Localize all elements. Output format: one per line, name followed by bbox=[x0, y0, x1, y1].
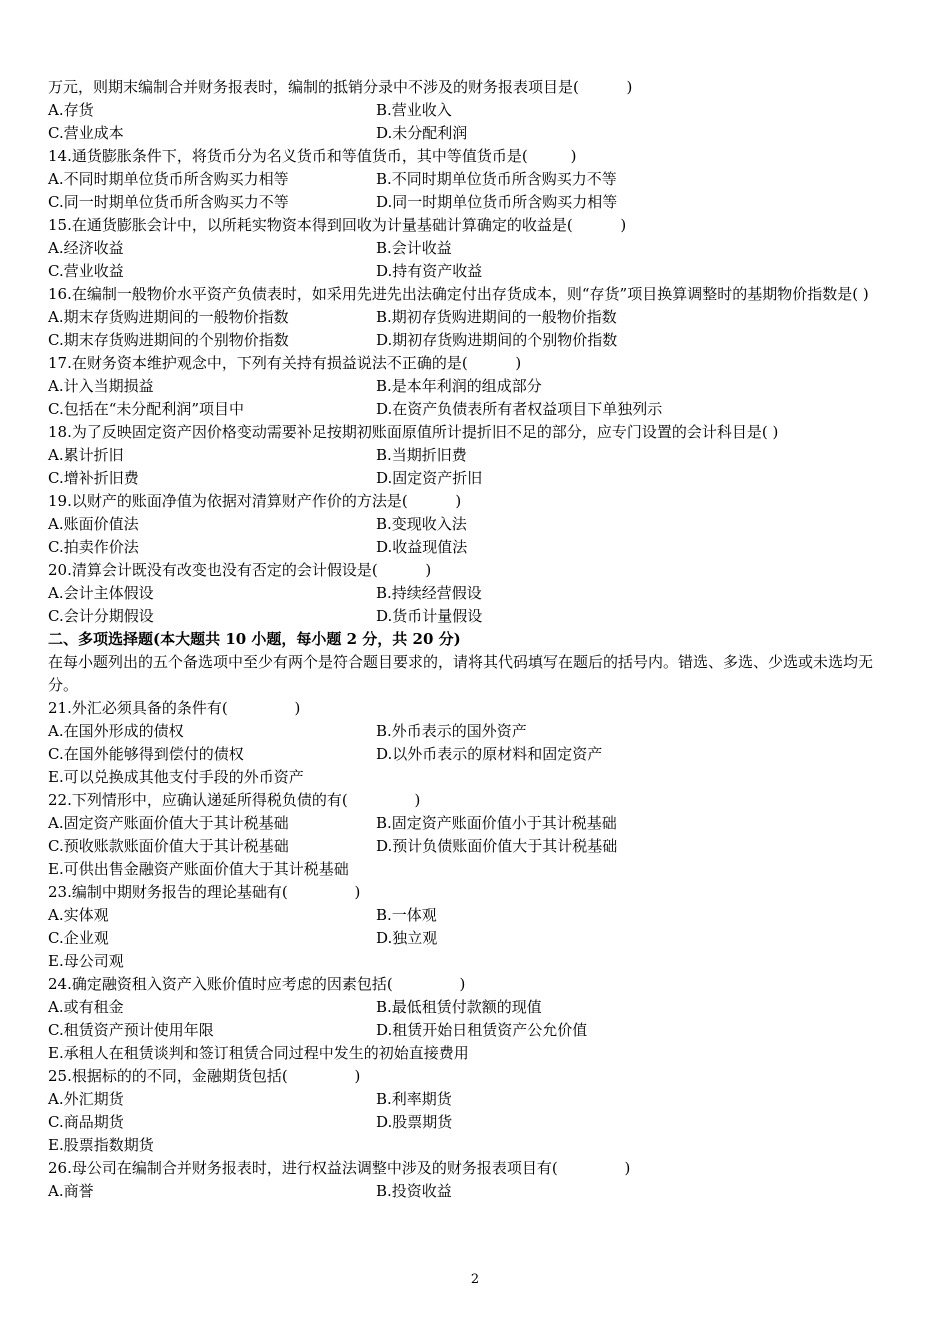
option-row bbox=[48, 582, 898, 605]
option-row bbox=[48, 835, 898, 858]
text-line: 16.在编制一般物价水平资产负债表时，如采用先进先出法确定付出存货成本，则“存货”项目换算调整时的基期物价指数是( ) bbox=[48, 285, 869, 303]
text-line: E.股票指数期货 bbox=[48, 1136, 154, 1154]
option-row bbox=[48, 329, 898, 352]
option-right: B.不同时期单位货币所含购买力不等 bbox=[376, 170, 617, 188]
option-right: D.货币计量假设 bbox=[376, 607, 483, 625]
option-left: A.累计折旧 bbox=[48, 446, 124, 464]
text-line: 17.在财务资本维护观念中，下列有关持有损益说法不正确的是( ) bbox=[48, 354, 522, 372]
option-left: A.账面价值法 bbox=[48, 515, 139, 533]
option-right: D.同一时期单位货币所含购买力相等 bbox=[376, 193, 618, 211]
option-left: A.固定资产账面价值大于其计税基础 bbox=[48, 814, 289, 832]
option-right: B.是本年利润的组成部分 bbox=[376, 377, 542, 395]
option-right: D.以外币表示的原材料和固定资产 bbox=[376, 745, 603, 763]
text-line: 25.根据标的的不同，金融期货包括( ) bbox=[48, 1067, 361, 1085]
option-right: B.当期折旧费 bbox=[376, 446, 467, 464]
option-row bbox=[48, 536, 898, 559]
text-line: E.母公司观 bbox=[48, 952, 124, 970]
option-row bbox=[48, 122, 898, 145]
document-body bbox=[48, 76, 898, 1203]
text-line: 22.下列情形中，应确认递延所得税负债的有( ) bbox=[48, 791, 421, 809]
text-line: 20.清算会计既没有改变也没有否定的会计假设是( ) bbox=[48, 561, 432, 579]
option-right: B.变现收入法 bbox=[376, 515, 467, 533]
text-line: E.可以兑换成其他支付手段的外币资产 bbox=[48, 768, 304, 786]
option-row bbox=[48, 306, 898, 329]
option-left: C.增补折旧费 bbox=[48, 469, 139, 487]
text-line: 14.通货膨胀条件下，将货币分为名义货币和等值货币，其中等值货币是( ) bbox=[48, 147, 577, 165]
option-row bbox=[48, 237, 898, 260]
option-row bbox=[48, 720, 898, 743]
page-number: 2 bbox=[470, 1272, 480, 1287]
option-left: C.营业成本 bbox=[48, 124, 124, 142]
option-left: C.预收账款账面价值大于其计税基础 bbox=[48, 837, 289, 855]
option-right: D.租赁开始日租赁资产公允价值 bbox=[376, 1021, 588, 1039]
option-right: D.持有资产收益 bbox=[376, 262, 483, 280]
text-line: 万元，则期末编制合并财务报表时，编制的抵销分录中不涉及的财务报表项目是( ) bbox=[48, 78, 633, 96]
option-row bbox=[48, 812, 898, 835]
option-row bbox=[48, 191, 898, 214]
option-left: C.期末存货购进期间的个别物价指数 bbox=[48, 331, 289, 349]
option-right: B.营业收入 bbox=[376, 101, 452, 119]
option-right: D.预计负债账面价值大于其计税基础 bbox=[376, 837, 618, 855]
text-line: 18.为了反映固定资产因价格变动需要补足按期初账面原值所计提折旧不足的部分，应专门设置的会计科目是( ) bbox=[48, 423, 779, 441]
option-row bbox=[48, 168, 898, 191]
option-row bbox=[48, 99, 898, 122]
section-heading: 二、多项选择题(本大题共 10 小题，每小题 2 分，共 20 分) bbox=[48, 630, 461, 648]
option-right: B.会计收益 bbox=[376, 239, 452, 257]
option-left: A.存货 bbox=[48, 101, 94, 119]
option-right: D.未分配利润 bbox=[376, 124, 468, 142]
option-left: C.营业收益 bbox=[48, 262, 124, 280]
option-row bbox=[48, 904, 898, 927]
text-line: E.承租人在租赁谈判和签订租赁合同过程中发生的初始直接费用 bbox=[48, 1044, 469, 1062]
text-line: 19.以财产的账面净值为依据对清算财产作价的方法是( ) bbox=[48, 492, 462, 510]
option-left: A.在国外形成的债权 bbox=[48, 722, 184, 740]
option-right: B.投资收益 bbox=[376, 1182, 452, 1200]
option-row bbox=[48, 398, 898, 421]
option-right: B.期初存货购进期间的一般物价指数 bbox=[376, 308, 617, 326]
option-right: B.一体观 bbox=[376, 906, 437, 924]
option-row bbox=[48, 605, 898, 628]
option-left: C.企业观 bbox=[48, 929, 109, 947]
option-row bbox=[48, 1088, 898, 1111]
option-row bbox=[48, 444, 898, 467]
option-left: A.外汇期货 bbox=[48, 1090, 124, 1108]
option-left: C.拍卖作价法 bbox=[48, 538, 139, 556]
option-right: B.利率期货 bbox=[376, 1090, 452, 1108]
option-right: B.固定资产账面价值小于其计税基础 bbox=[376, 814, 617, 832]
option-right: D.固定资产折旧 bbox=[376, 469, 483, 487]
option-right: B.外币表示的国外资产 bbox=[376, 722, 527, 740]
option-row bbox=[48, 375, 898, 398]
option-left: C.商品期货 bbox=[48, 1113, 124, 1131]
option-right: B.持续经营假设 bbox=[376, 584, 482, 602]
option-row bbox=[48, 927, 898, 950]
option-row bbox=[48, 513, 898, 536]
option-right: D.股票期货 bbox=[376, 1113, 453, 1131]
option-left: A.计入当期损益 bbox=[48, 377, 154, 395]
text-line: 26.母公司在编制合并财务报表时，进行权益法调整中涉及的财务报表项目有( ) bbox=[48, 1159, 631, 1177]
option-left: A.或有租金 bbox=[48, 998, 124, 1016]
option-row bbox=[48, 743, 898, 766]
option-right: D.期初存货购进期间的个别物价指数 bbox=[376, 331, 618, 349]
option-left: A.期末存货购进期间的一般物价指数 bbox=[48, 308, 289, 326]
text-line: 15.在通货膨胀会计中，以所耗实物资本得到回收为计量基础计算确定的收益是( ) bbox=[48, 216, 627, 234]
option-right: D.收益现值法 bbox=[376, 538, 468, 556]
option-left: C.在国外能够得到偿付的债权 bbox=[48, 745, 244, 763]
text-line: 23.编制中期财务报告的理论基础有( ) bbox=[48, 883, 361, 901]
option-row bbox=[48, 996, 898, 1019]
option-row bbox=[48, 1180, 898, 1203]
text-line: 24.确定融资租入资产入账价值时应考虑的因素包括( ) bbox=[48, 975, 466, 993]
option-left: A.实体观 bbox=[48, 906, 109, 924]
option-left: C.租赁资产预计使用年限 bbox=[48, 1021, 214, 1039]
option-left: A.商誉 bbox=[48, 1182, 94, 1200]
option-row bbox=[48, 1019, 898, 1042]
option-row bbox=[48, 260, 898, 283]
option-row bbox=[48, 1111, 898, 1134]
option-left: C.会计分期假设 bbox=[48, 607, 154, 625]
text-line: E.可供出售金融资产账面价值大于其计税基础 bbox=[48, 860, 349, 878]
option-right: D.独立观 bbox=[376, 929, 438, 947]
option-right: B.最低租赁付款额的现值 bbox=[376, 998, 542, 1016]
option-row bbox=[48, 467, 898, 490]
option-left: C.包括在“未分配利润”项目中 bbox=[48, 400, 245, 418]
text-line: 在每小题列出的五个备选项中至少有两个是符合题目要求的，请将其代码填写在题后的括号内。错选、多选、少选或未选均无分。 bbox=[48, 653, 874, 694]
option-left: A.经济收益 bbox=[48, 239, 124, 257]
option-left: A.不同时期单位货币所含购买力相等 bbox=[48, 170, 289, 188]
option-left: C.同一时期单位货币所含购买力不等 bbox=[48, 193, 289, 211]
option-right: D.在资产负债表所有者权益项目下单独列示 bbox=[376, 400, 663, 418]
option-left: A.会计主体假设 bbox=[48, 584, 154, 602]
text-line: 21.外汇必须具备的条件有( ) bbox=[48, 699, 301, 717]
